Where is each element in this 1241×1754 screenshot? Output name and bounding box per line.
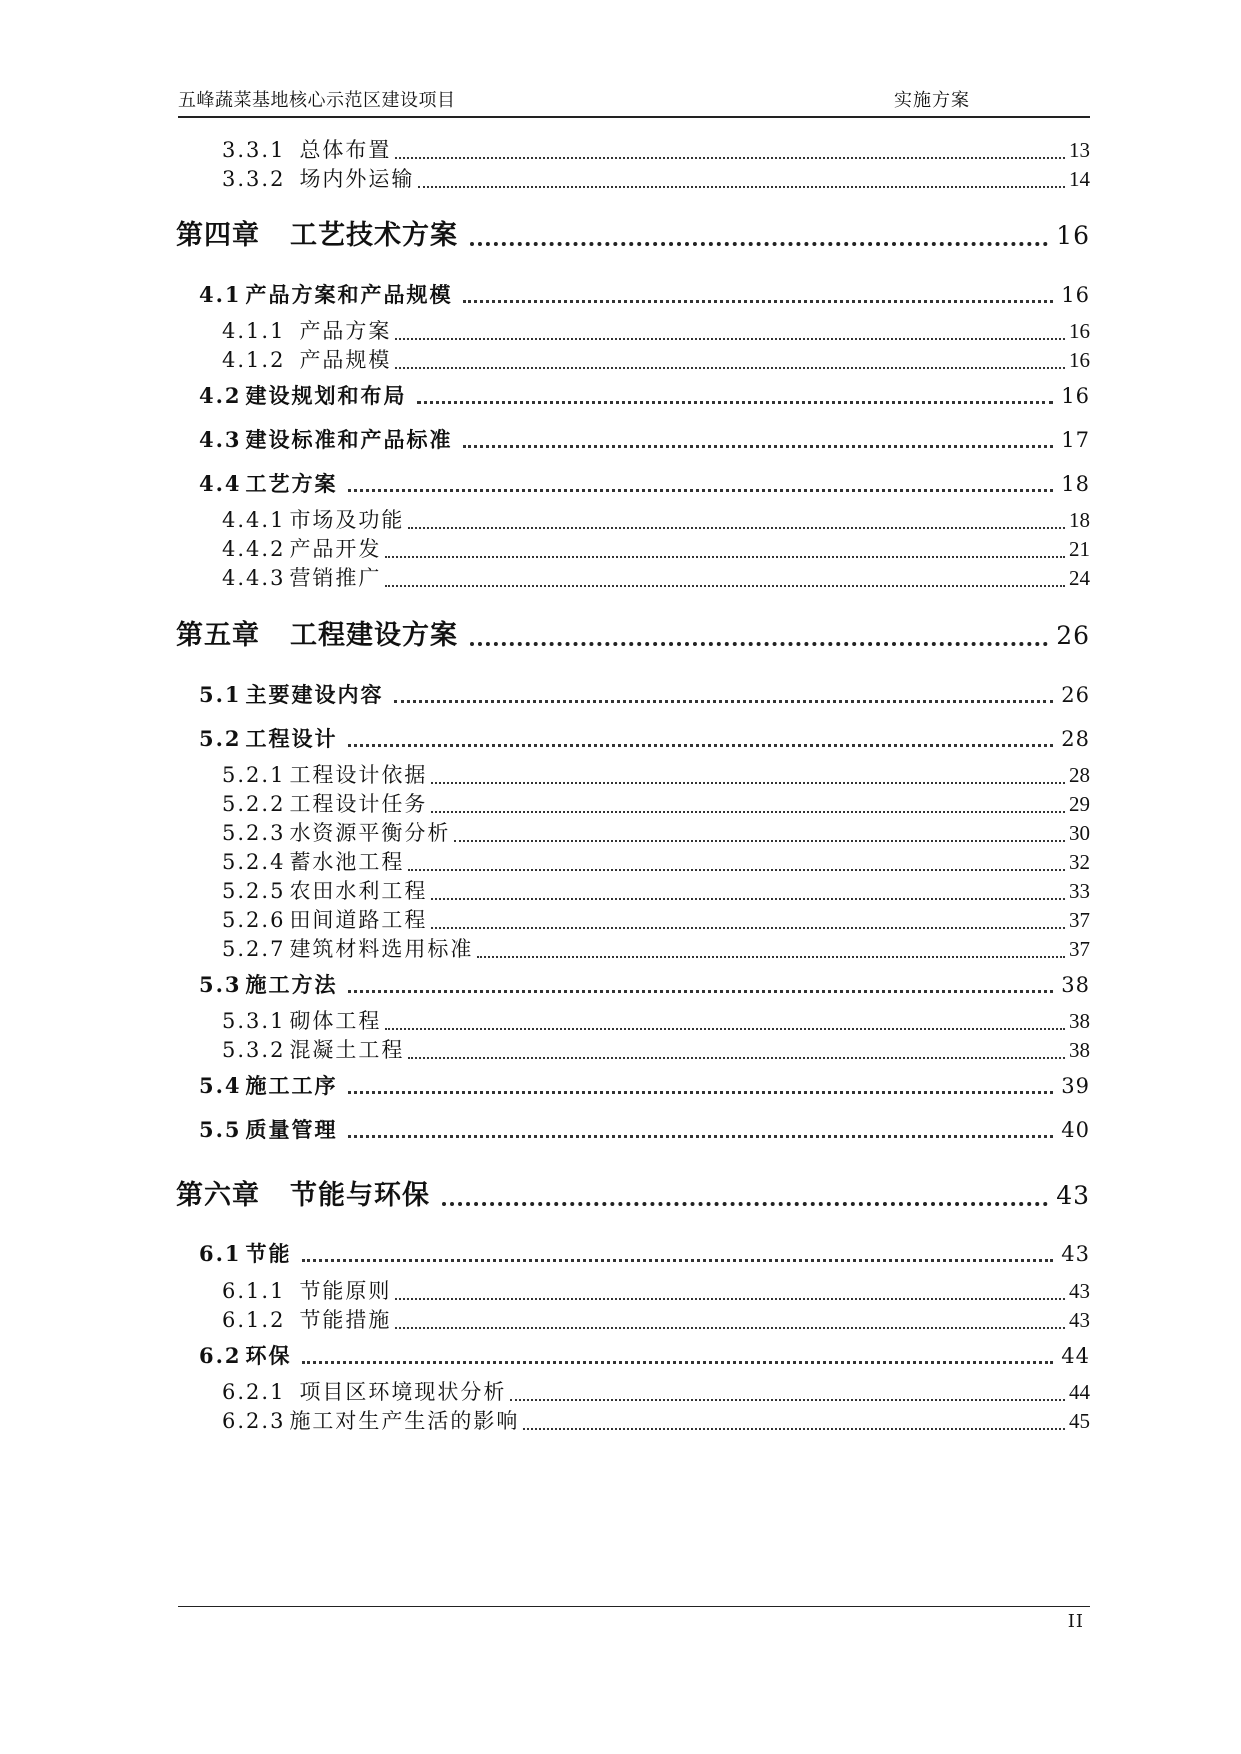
toc-entry-label	[222, 1376, 506, 1406]
toc-entry-title: 水资源平衡分析	[289, 821, 451, 845]
toc-entry-label	[199, 468, 338, 498]
toc-entry-page: 16	[1061, 283, 1090, 307]
toc-entry-label	[222, 1005, 381, 1035]
toc-entry-title: 工艺技术方案	[290, 220, 458, 251]
toc-entry-page: 16	[1061, 384, 1090, 408]
toc-entry-label	[199, 679, 384, 709]
toc-entry-label	[222, 788, 427, 818]
toc-entry-title: 砌体工程	[289, 1009, 382, 1033]
toc-dot-leader	[394, 694, 1054, 703]
toc-entry-number: 5.5	[199, 1117, 242, 1142]
toc-entry-title: 施工对生产生活的影响	[289, 1409, 520, 1433]
toc-entry-number: 5.2	[199, 726, 242, 751]
toc-entry-number: 5.3	[199, 972, 242, 997]
toc-entry-page: 32	[1069, 850, 1090, 874]
toc-dot-leader	[395, 1292, 1065, 1300]
toc-entry-page: 17	[1061, 428, 1090, 452]
toc-entry-number: 4.3	[199, 427, 242, 452]
toc-entry-number: 4.1.2	[222, 348, 286, 372]
toc-entry-label	[199, 1340, 292, 1370]
toc-entry-title: 农田水利工程	[289, 879, 428, 903]
toc-entry-title: 主要建设内容	[245, 682, 384, 707]
toc-dot-leader	[385, 550, 1065, 558]
toc-entry-title: 总体布置	[299, 138, 392, 162]
toc-entry-number: 6.2	[199, 1343, 242, 1368]
toc-dot-leader	[395, 361, 1065, 369]
toc-entry-title: 产品规模	[299, 348, 392, 372]
toc-subsection-entry[interactable]	[222, 344, 1090, 374]
toc-entry-label	[199, 424, 453, 454]
toc-dot-leader	[454, 834, 1065, 842]
toc-entry-number: 5.2.5	[222, 879, 286, 903]
toc-subsection-entry[interactable]	[222, 504, 1090, 534]
toc-section-entry[interactable]	[199, 1238, 1090, 1268]
toc-entry-page: 43	[1056, 1181, 1090, 1210]
toc-subsection-entry[interactable]	[222, 933, 1090, 963]
page-number: II	[1067, 1611, 1084, 1632]
toc-dot-leader	[431, 805, 1065, 813]
toc-dot-leader	[431, 776, 1065, 784]
toc-chapter-entry[interactable]	[176, 213, 1090, 252]
toc-entry-number: 4.2	[199, 383, 242, 408]
toc-entry-label	[176, 613, 458, 652]
toc-entry-title: 节能与环保	[290, 1180, 430, 1211]
toc-subsection-entry[interactable]	[222, 562, 1090, 592]
toc-entry-label	[222, 1275, 391, 1305]
toc-entry-number: 3.3.1	[222, 138, 286, 162]
toc-entry-page: 16	[1056, 221, 1090, 250]
toc-entry-page: 38	[1061, 973, 1090, 997]
toc-entry-label	[199, 1114, 338, 1144]
toc-entry-page: 24	[1069, 566, 1090, 590]
toc-dot-leader	[348, 738, 1054, 747]
toc-dot-leader	[395, 151, 1065, 159]
toc-entry-page: 33	[1069, 879, 1090, 903]
toc-dot-leader	[431, 921, 1065, 929]
toc-entry-number: 4.4.2	[222, 537, 286, 561]
toc-entry-title: 节能原则	[299, 1279, 392, 1303]
toc-entry-number: 5.1	[199, 682, 242, 707]
document-title: 五峰蔬菜基地核心示范区建设项目	[178, 90, 456, 111]
toc-subsection-entry[interactable]	[222, 163, 1090, 193]
toc-entry-title: 工艺方案	[245, 471, 338, 496]
toc-entry-number: 第六章	[176, 1180, 260, 1211]
toc-entry-label	[199, 1238, 292, 1268]
toc-entry-title: 工程设计	[245, 726, 338, 751]
toc-entry-page: 14	[1069, 167, 1090, 191]
toc-dot-leader	[348, 483, 1054, 492]
toc-entry-label	[199, 279, 453, 309]
toc-entry-number: 5.2.6	[222, 908, 286, 932]
toc-dot-leader	[385, 1022, 1065, 1030]
toc-chapter-entry[interactable]	[176, 1173, 1090, 1212]
toc-dot-leader	[510, 1393, 1065, 1401]
toc-dot-leader	[431, 892, 1065, 900]
toc-entry-label	[222, 904, 427, 934]
toc-section-entry[interactable]	[199, 723, 1090, 753]
toc-entry-title: 施工方法	[245, 972, 338, 997]
toc-entry-title: 田间道路工程	[289, 908, 428, 932]
toc-subsection-entry[interactable]	[222, 1005, 1090, 1035]
toc-dot-leader	[463, 439, 1054, 448]
toc-dot-leader	[470, 634, 1048, 646]
toc-entry-number: 3.3.2	[222, 167, 286, 191]
toc-entry-page: 18	[1061, 472, 1090, 496]
toc-section-entry[interactable]	[199, 424, 1090, 454]
toc-section-entry[interactable]	[199, 679, 1090, 709]
toc-entry-page: 26	[1056, 621, 1090, 650]
toc-entry-number: 4.1	[199, 282, 242, 307]
toc-entry-label	[222, 1405, 519, 1435]
toc-entry-page: 45	[1069, 1409, 1090, 1433]
toc-entry-page: 43	[1069, 1279, 1090, 1303]
toc-subsection-entry[interactable]	[222, 1275, 1090, 1305]
toc-entry-title: 质量管理	[245, 1117, 338, 1142]
toc-entry-label	[222, 759, 427, 789]
toc-entry-title: 工程设计依据	[289, 763, 428, 787]
toc-section-entry[interactable]	[199, 1340, 1090, 1370]
toc-entry-page: 44	[1069, 1380, 1090, 1404]
toc-section-entry[interactable]	[199, 279, 1090, 309]
toc-entry-label	[222, 875, 427, 905]
toc-entry-number: 6.1.1	[222, 1279, 286, 1303]
toc-dot-leader	[463, 294, 1054, 303]
toc-subsection-entry[interactable]	[222, 533, 1090, 563]
toc-dot-leader	[348, 984, 1054, 993]
toc-dot-leader	[348, 1129, 1054, 1138]
toc-section-entry[interactable]	[199, 380, 1090, 410]
toc-entry-title: 工程建设方案	[290, 620, 458, 651]
toc-entry-label	[199, 1070, 338, 1100]
toc-entry-label	[199, 969, 338, 999]
toc-subsection-entry[interactable]	[222, 817, 1090, 847]
toc-dot-leader	[395, 1321, 1065, 1329]
toc-entry-title: 建设规划和布局	[245, 383, 407, 408]
toc-entry-number: 6.1.2	[222, 1308, 286, 1332]
toc-entry-label	[222, 134, 391, 164]
toc-subsection-entry[interactable]	[222, 788, 1090, 818]
toc-section-entry[interactable]	[199, 1070, 1090, 1100]
toc-entry-title: 场内外运输	[299, 167, 415, 191]
toc-entry-page: 30	[1069, 821, 1090, 845]
toc-subsection-entry[interactable]	[222, 904, 1090, 934]
toc-section-entry[interactable]	[199, 1114, 1090, 1144]
toc-subsection-entry[interactable]	[222, 1034, 1090, 1064]
toc-dot-leader	[418, 180, 1065, 188]
toc-entry-label	[222, 504, 404, 534]
toc-dot-leader	[385, 579, 1065, 587]
toc-entry-label	[176, 1173, 430, 1212]
toc-entry-label	[222, 344, 391, 374]
toc-dot-leader	[523, 1422, 1065, 1430]
toc-entry-number: 5.2.4	[222, 850, 286, 874]
toc-dot-leader	[348, 1085, 1054, 1094]
toc-entry-page: 37	[1069, 908, 1090, 932]
toc-entry-number: 5.2.1	[222, 763, 286, 787]
toc-dot-leader	[477, 950, 1065, 958]
toc-chapter-entry[interactable]	[176, 613, 1090, 652]
toc-entry-title: 节能	[245, 1241, 292, 1266]
toc-entry-label	[222, 1304, 391, 1334]
toc-subsection-entry[interactable]	[222, 1405, 1090, 1435]
toc-entry-number: 5.2.7	[222, 937, 286, 961]
toc-entry-number: 6.1	[199, 1241, 242, 1266]
toc-section-entry[interactable]	[199, 969, 1090, 999]
toc-section-entry[interactable]	[199, 468, 1090, 498]
toc-entry-page: 29	[1069, 792, 1090, 816]
toc-dot-leader	[417, 395, 1054, 404]
toc-entry-number: 4.4.3	[222, 566, 286, 590]
toc-subsection-entry[interactable]	[222, 134, 1090, 164]
toc-entry-label	[222, 533, 381, 563]
toc-subsection-entry[interactable]	[222, 759, 1090, 789]
toc-entry-page: 18	[1069, 508, 1090, 532]
toc-entry-page: 37	[1069, 937, 1090, 961]
toc-entry-label	[222, 562, 381, 592]
toc-entry-label	[222, 933, 473, 963]
toc-entry-page: 16	[1069, 348, 1090, 372]
toc-entry-title: 工程设计任务	[289, 792, 428, 816]
toc-entry-label	[222, 315, 391, 345]
toc-entry-number: 4.4	[199, 471, 242, 496]
toc-entry-label	[199, 723, 338, 753]
toc-subsection-entry[interactable]	[222, 875, 1090, 905]
toc-entry-number: 6.2.1	[222, 1380, 286, 1404]
toc-entry-title: 产品方案和产品规模	[245, 282, 453, 307]
toc-entry-label	[222, 817, 450, 847]
toc-dot-leader	[470, 234, 1048, 246]
toc-entry-page: 43	[1069, 1308, 1090, 1332]
toc-entry-number: 5.4	[199, 1073, 242, 1098]
toc-entry-page: 43	[1061, 1242, 1090, 1266]
toc-subsection-entry[interactable]	[222, 1304, 1090, 1334]
toc-dot-leader	[408, 1051, 1065, 1059]
toc-entry-page: 16	[1069, 319, 1090, 343]
toc-entry-title: 项目区环境现状分析	[299, 1380, 507, 1404]
toc-entry-title: 产品方案	[299, 319, 392, 343]
toc-entry-title: 建设标准和产品标准	[245, 427, 453, 452]
toc-entry-label	[222, 163, 414, 193]
toc-entry-page: 28	[1061, 727, 1090, 751]
toc-dot-leader	[408, 863, 1065, 871]
toc-entry-title: 建筑材料选用标准	[289, 937, 474, 961]
toc-entry-page: 13	[1069, 138, 1090, 162]
toc-entry-number: 5.3.1	[222, 1009, 286, 1033]
toc-entry-label	[222, 1034, 404, 1064]
toc-entry-number: 4.4.1	[222, 508, 286, 532]
page-footer	[178, 1606, 1090, 1632]
toc-dot-leader	[302, 1355, 1054, 1364]
toc-entry-label	[222, 846, 404, 876]
toc-dot-leader	[302, 1253, 1054, 1262]
toc-entry-title: 环保	[245, 1343, 292, 1368]
toc-entry-page: 28	[1069, 763, 1090, 787]
toc-entry-title: 蓄水池工程	[289, 850, 405, 874]
toc-entry-page: 26	[1061, 683, 1090, 707]
toc-entry-label	[176, 213, 458, 252]
toc-dot-leader	[395, 332, 1065, 340]
toc-entry-number: 5.2.3	[222, 821, 286, 845]
toc-entry-number: 第四章	[176, 220, 260, 251]
toc-entry-number: 第五章	[176, 620, 260, 651]
toc-entry-title: 市场及功能	[289, 508, 405, 532]
toc-entry-number: 4.1.1	[222, 319, 286, 343]
toc-entry-page: 44	[1061, 1344, 1090, 1368]
toc-dot-leader	[408, 521, 1065, 529]
toc-entry-page: 21	[1069, 537, 1090, 561]
toc-subsection-entry[interactable]	[222, 315, 1090, 345]
toc-entry-page: 39	[1061, 1074, 1090, 1098]
toc-entry-number: 5.3.2	[222, 1038, 286, 1062]
toc-entry-title: 营销推广	[289, 566, 382, 590]
toc-entry-number: 5.2.2	[222, 792, 286, 816]
toc-subsection-entry[interactable]	[222, 1376, 1090, 1406]
toc-dot-leader	[442, 1194, 1048, 1206]
toc-entry-title: 产品开发	[289, 537, 382, 561]
toc-entry-title: 施工工序	[245, 1073, 338, 1098]
toc-entry-page: 40	[1061, 1118, 1090, 1142]
document-type: 实施方案	[894, 90, 970, 111]
toc-entry-label	[199, 380, 407, 410]
toc-entry-page: 38	[1069, 1009, 1090, 1033]
toc-entry-page: 38	[1069, 1038, 1090, 1062]
toc-entry-number: 6.2.3	[222, 1409, 286, 1433]
toc-entry-title: 混凝土工程	[289, 1038, 405, 1062]
toc-subsection-entry[interactable]	[222, 846, 1090, 876]
toc-entry-title: 节能措施	[299, 1308, 392, 1332]
